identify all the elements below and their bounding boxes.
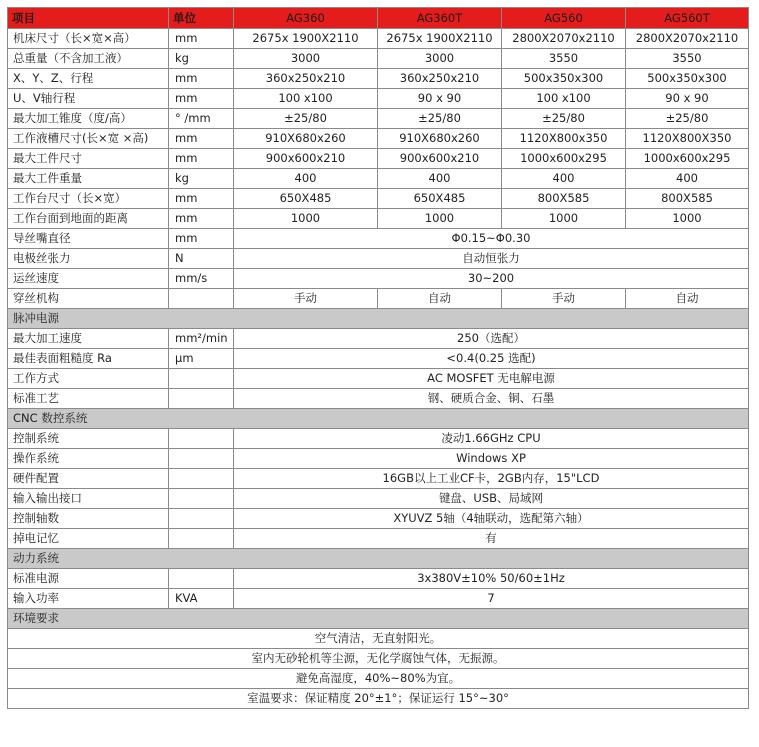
section-title: 环境要求 (8, 609, 749, 629)
table-row (8, 349, 749, 369)
spec-name: U、V轴行程 (8, 89, 169, 109)
table-row (8, 389, 749, 409)
spec-name: 标准电源 (8, 569, 169, 589)
spec-name: 电极丝张力 (8, 249, 169, 269)
spec-value: 250（选配） (234, 329, 749, 349)
environment-line: 室内无砂轮机等尘源，无化学腐蚀气体，无振源。 (8, 649, 749, 669)
header-item: 项目 (8, 8, 169, 29)
table-row (8, 129, 749, 149)
spec-unit: mm (169, 89, 234, 109)
spec-value: 有 (234, 529, 749, 549)
table-row (8, 509, 749, 529)
spec-value: <0.4(0.25 选配) (234, 349, 749, 369)
spec-name: 机床尺寸（长×宽×高） (8, 29, 169, 49)
spec-value: 400 (502, 169, 626, 189)
spec-unit: μm (169, 349, 234, 369)
spec-value: 自动恒张力 (234, 249, 749, 269)
spec-name: 控制轴数 (8, 509, 169, 529)
table-row (8, 189, 749, 209)
spec-value: 360x250x210 (234, 69, 378, 89)
spec-value: 400 (378, 169, 502, 189)
table-row (8, 249, 749, 269)
table-row (8, 29, 749, 49)
spec-unit (169, 289, 234, 309)
spec-value: 100 x100 (234, 89, 378, 109)
spec-unit (169, 509, 234, 529)
spec-value: 400 (234, 169, 378, 189)
spec-name: 掉电记忆 (8, 529, 169, 549)
spec-value: 凌动1.66GHz CPU (234, 429, 749, 449)
section-title: 动力系统 (8, 549, 749, 569)
spec-unit (169, 569, 234, 589)
env-row (8, 669, 749, 689)
header-model: AG560T (626, 8, 749, 29)
spec-value: 500x350x300 (626, 69, 749, 89)
spec-unit: mm²/min (169, 329, 234, 349)
section-title: CNC 数控系统 (8, 409, 749, 429)
spec-unit (169, 369, 234, 389)
table-row (8, 169, 749, 189)
env-row (8, 689, 749, 709)
table-row (8, 489, 749, 509)
spec-value: 650X485 (378, 189, 502, 209)
spec-unit: kg (169, 49, 234, 69)
table-row (8, 289, 749, 309)
spec-value: ±25/80 (626, 109, 749, 129)
spec-value: 键盘、USB、局域网 (234, 489, 749, 509)
spec-name: 操作系统 (8, 449, 169, 469)
spec-value: 30~200 (234, 269, 749, 289)
spec-value: 100 x100 (502, 89, 626, 109)
spec-value: 650X485 (234, 189, 378, 209)
spec-value: ±25/80 (234, 109, 378, 129)
table-row (8, 89, 749, 109)
section-header (8, 549, 749, 569)
header-unit: 单位 (169, 8, 234, 29)
spec-value: 2800X2070x2110 (502, 29, 626, 49)
spec-value: 910X680x260 (378, 129, 502, 149)
table-row (8, 449, 749, 469)
spec-value: 3000 (378, 49, 502, 69)
spec-value: 3x380V±10% 50/60±1Hz (234, 569, 749, 589)
spec-name: 标准工艺 (8, 389, 169, 409)
table-row (8, 329, 749, 349)
spec-name: 导丝嘴直径 (8, 229, 169, 249)
table-row (8, 429, 749, 449)
spec-value: 400 (626, 169, 749, 189)
spec-unit: mm (169, 229, 234, 249)
spec-value: 16GB以上工业CF卡，2GB内存，15"LCD (234, 469, 749, 489)
header-model: AG360T (378, 8, 502, 29)
spec-unit (169, 429, 234, 449)
spec-unit (169, 389, 234, 409)
spec-value: 2675x 1900X2110 (234, 29, 378, 49)
spec-value: ±25/80 (378, 109, 502, 129)
spec-name: 硬件配置 (8, 469, 169, 489)
spec-value: 2675x 1900X2110 (378, 29, 502, 49)
spec-unit: mm (169, 129, 234, 149)
spec-name: 最大工件重量 (8, 169, 169, 189)
spec-unit: mm (169, 209, 234, 229)
table-row (8, 49, 749, 69)
header-row (8, 8, 749, 29)
spec-value: 钢、硬质合金、铜、石墨 (234, 389, 749, 409)
spec-unit: kg (169, 169, 234, 189)
spec-name: 工作台尺寸（长×宽） (8, 189, 169, 209)
env-row (8, 629, 749, 649)
spec-value: 3000 (234, 49, 378, 69)
spec-value: 1000x600x295 (626, 149, 749, 169)
spec-value: 910X680x260 (234, 129, 378, 149)
spec-unit (169, 529, 234, 549)
spec-value: 1000 (502, 209, 626, 229)
spec-value: 3550 (502, 49, 626, 69)
section-header (8, 609, 749, 629)
spec-unit: mm (169, 189, 234, 209)
spec-value: 手动 (234, 289, 378, 309)
spec-value: 1000 (378, 209, 502, 229)
spec-unit: mm (169, 69, 234, 89)
spec-name: X、Y、Z、行程 (8, 69, 169, 89)
header-model: AG560 (502, 8, 626, 29)
table-row (8, 269, 749, 289)
spec-table (7, 7, 749, 709)
spec-name: 总重量（不含加工液） (8, 49, 169, 69)
spec-value: 2800X2070x2110 (626, 29, 749, 49)
spec-value: Windows XP (234, 449, 749, 469)
spec-value: ±25/80 (502, 109, 626, 129)
spec-value: 1000 (626, 209, 749, 229)
spec-name: 最大加工锥度（度/高） (8, 109, 169, 129)
spec-value: 900x600x210 (234, 149, 378, 169)
section-header (8, 309, 749, 329)
environment-line: 空气清洁，无直射阳光。 (8, 629, 749, 649)
env-row (8, 649, 749, 669)
spec-unit: KVA (169, 589, 234, 609)
spec-value: 800X585 (626, 189, 749, 209)
table-row (8, 569, 749, 589)
spec-value: 90 x 90 (626, 89, 749, 109)
spec-value: 7 (234, 589, 749, 609)
spec-value: 自动 (626, 289, 749, 309)
spec-value: 360x250x210 (378, 69, 502, 89)
spec-value: 自动 (378, 289, 502, 309)
spec-value: 1000 (234, 209, 378, 229)
spec-name: 工作台面到地面的距离 (8, 209, 169, 229)
header-model: AG360 (234, 8, 378, 29)
spec-value: 90 x 90 (378, 89, 502, 109)
spec-name: 运丝速度 (8, 269, 169, 289)
spec-value: 500x350x300 (502, 69, 626, 89)
table-row (8, 469, 749, 489)
spec-unit: mm (169, 149, 234, 169)
table-row (8, 69, 749, 89)
spec-unit (169, 449, 234, 469)
spec-name: 最佳表面粗糙度 Ra (8, 349, 169, 369)
spec-value: 1120X800x350 (502, 129, 626, 149)
spec-value: 手动 (502, 289, 626, 309)
spec-name: 穿丝机构 (8, 289, 169, 309)
table-row (8, 109, 749, 129)
spec-name: 最大工件尺寸 (8, 149, 169, 169)
spec-unit: mm/s (169, 269, 234, 289)
spec-value: Φ0.15~Φ0.30 (234, 229, 749, 249)
spec-name: 输入功率 (8, 589, 169, 609)
table-row (8, 229, 749, 249)
spec-value: 1000x600x295 (502, 149, 626, 169)
spec-value: 3550 (626, 49, 749, 69)
environment-line: 避免高湿度，40%~80%为宜。 (8, 669, 749, 689)
spec-unit (169, 469, 234, 489)
spec-value: 1120X800X350 (626, 129, 749, 149)
spec-name: 控制系统 (8, 429, 169, 449)
spec-name: 工作方式 (8, 369, 169, 389)
spec-value: XYUVZ 5轴（4轴联动，选配第六轴） (234, 509, 749, 529)
table-row (8, 529, 749, 549)
spec-value: 800X585 (502, 189, 626, 209)
spec-name: 最大加工速度 (8, 329, 169, 349)
table-row (8, 149, 749, 169)
table-row (8, 369, 749, 389)
table-row (8, 589, 749, 609)
spec-value: AC MOSFET 无电解电源 (234, 369, 749, 389)
environment-line: 室温要求：保证精度 20°±1°；保证运行 15°~30° (8, 689, 749, 709)
section-title: 脉冲电源 (8, 309, 749, 329)
section-header (8, 409, 749, 429)
spec-unit: ° /mm (169, 109, 234, 129)
spec-unit (169, 489, 234, 509)
spec-name: 工作液槽尺寸(长×宽 ×高) (8, 129, 169, 149)
spec-unit: N (169, 249, 234, 269)
spec-unit: mm (169, 29, 234, 49)
spec-value: 900x600x210 (378, 149, 502, 169)
spec-name: 输入输出接口 (8, 489, 169, 509)
table-row (8, 209, 749, 229)
